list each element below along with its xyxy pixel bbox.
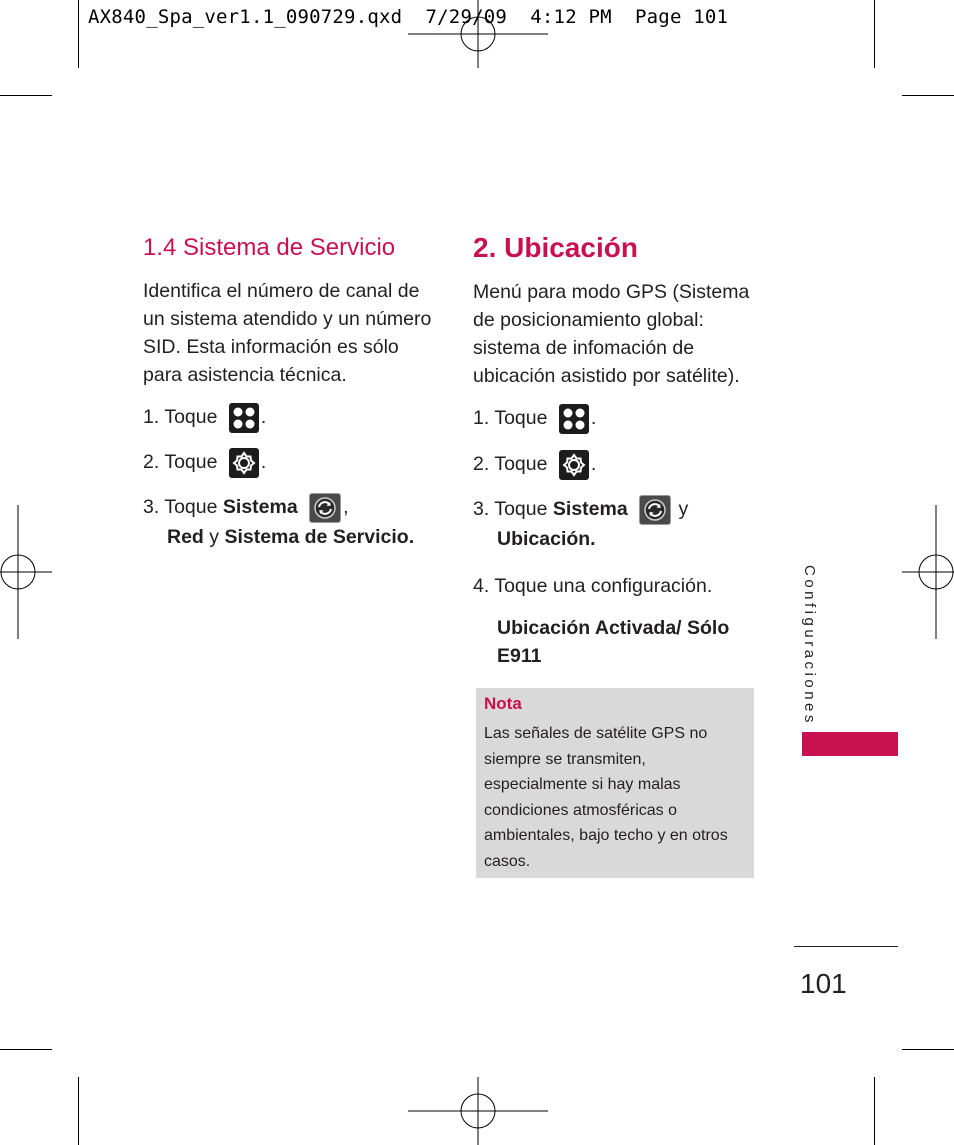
period: . <box>260 406 267 429</box>
page-number: 101 <box>800 968 847 999</box>
system-sync-icon <box>309 493 341 523</box>
comma: , <box>343 496 349 519</box>
step-text: 2. Toque <box>143 451 218 474</box>
period: . <box>590 407 597 430</box>
ubicacion-description: Menú para modo GPS (Sistema de posicionamiento global: sistema de infomación de ubicación asistido por satélite). <box>473 281 750 387</box>
ubicacion-options-line-2: E911 <box>497 645 542 667</box>
period: . <box>590 453 597 476</box>
sistema-servicio-description: Identifica el número de canal de un sistema atendido y un número SID. Esta información es sólo para asistencia técnica. <box>143 280 432 386</box>
registration-mark-bottom <box>408 1077 548 1145</box>
registration-mark-left <box>0 505 52 639</box>
right-step-4 <box>473 572 712 600</box>
conjunction: y <box>209 526 220 548</box>
menu-grid-icon <box>229 403 259 433</box>
left-step-3 <box>143 493 349 523</box>
left-step-1 <box>143 403 266 433</box>
left-step-2 <box>143 448 266 478</box>
chapter-side-label: Configuraciones <box>801 565 818 726</box>
crop-mark <box>902 1049 954 1050</box>
menu-ubicacion-label: Ubicación. <box>497 528 596 550</box>
left-step-3-continued <box>167 523 414 551</box>
right-step-3 <box>473 495 688 525</box>
print-slug: AX840_Spa_ver1.1_090729.qxd 7/29/09 4:12 PM Page 101 <box>88 6 729 28</box>
section-heading-sistema-de-servicio: 1.4 Sistema de Servicio <box>143 234 396 261</box>
crop-mark <box>78 1077 79 1145</box>
ubicacion-options-line-1: Ubicación Activada/ Sólo <box>497 617 730 639</box>
step-text: 3. Toque <box>473 498 548 521</box>
crop-mark <box>874 1077 875 1145</box>
menu-red-label: Red <box>167 526 204 548</box>
crop-mark <box>902 95 954 96</box>
right-step-3-continued <box>497 525 596 553</box>
menu-sistema-label: Sistema <box>552 498 628 521</box>
step-text: 1. Toque <box>143 406 218 429</box>
conjunction: y <box>678 498 689 521</box>
note-box <box>476 688 754 878</box>
step-text: 3. Toque <box>143 496 218 519</box>
right-step-2 <box>473 450 596 480</box>
menu-sistema-servicio-label: Sistema de Servicio. <box>224 526 415 548</box>
registration-mark-right <box>902 505 954 639</box>
crop-mark <box>0 1049 52 1050</box>
note-body: Las señales de satélite GPS no siempre se transmiten, especialmente si hay malas condiciones atmosféricas o ambientales, bajo techo y en otros casos. <box>484 725 728 870</box>
section-heading-ubicacion: 2. Ubicación <box>473 232 638 263</box>
right-step-1 <box>473 404 596 434</box>
menu-grid-icon <box>559 404 589 434</box>
settings-gear-icon <box>229 448 259 478</box>
system-sync-icon <box>639 495 671 525</box>
chapter-tab-bar <box>802 732 898 756</box>
registration-mark-top <box>408 0 548 68</box>
page-number-rule <box>794 946 898 947</box>
crop-mark <box>78 0 79 68</box>
crop-mark <box>0 95 52 96</box>
step-text: 4. Toque una configuración. <box>473 575 713 597</box>
note-title: Nota <box>484 694 522 713</box>
settings-gear-icon <box>559 450 589 480</box>
menu-sistema-label: Sistema <box>222 496 298 519</box>
period: . <box>260 451 267 474</box>
crop-mark <box>874 0 875 68</box>
step-text: 2. Toque <box>473 453 548 476</box>
step-text: 1. Toque <box>473 407 548 430</box>
